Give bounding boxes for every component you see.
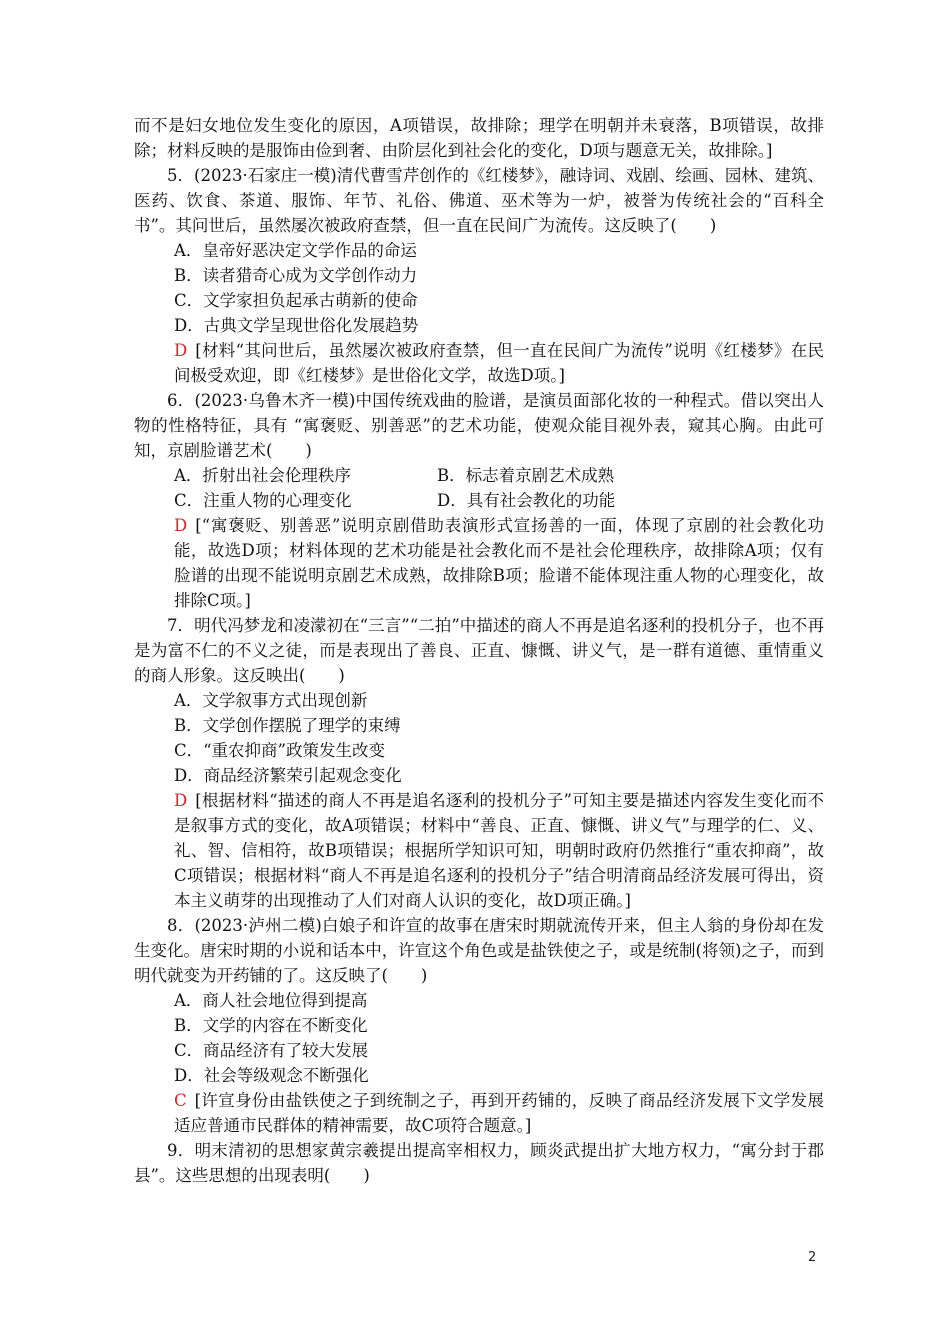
- page-body: [134, 113, 824, 1188]
- question-6-answer: [134, 513, 824, 613]
- answer-letter: D: [174, 516, 188, 535]
- answer-letter: D: [174, 341, 188, 360]
- question-6-option-b: B．标志着京剧艺术成熟: [437, 466, 615, 485]
- question-8-option-b: B．文学的内容在不断变化: [174, 1016, 368, 1035]
- answer-letter: C: [174, 1091, 187, 1110]
- question-8-stem: 8．(2023·泸州二模)白娘子和许宣的故事在唐宋时期就流传开来，但主人翁的身份却在发生变化。唐宋时期的小说和话本中，许宣这个角色或是盐铁使之子，或是统制(将领)之子，而到明代就变为开药铺的了。这反映了( ): [134, 916, 824, 985]
- answer-explanation: [“寓褒贬、别善恶”说明京剧借助表演形式宣扬善的一面，体现了京剧的社会教化功能，故选D项；材料体现的艺术功能是社会教化而不是社会伦理秩序，故排除A项；仅有脸谱的出现不能说明京剧艺术成熟，故排除B项；脸谱不能体现注重人物的心理变化，故排除C项。]: [174, 516, 824, 610]
- answer-explanation: [许宣身份由盐铁使之子到统制之子，再到开药铺的，反映了商品经济发展下文学发展适应普通市民群体的精神需要，故C项符合题意。]: [174, 1091, 824, 1135]
- question-7-option-b: B．文学创作摆脱了理学的束缚: [174, 716, 401, 735]
- question-7-option-d: D．商品经济繁荣引起观念变化: [174, 766, 402, 785]
- prev-answer-continuation: 而不是妇女地位发生变化的原因，A项错误，故排除；理学在明朝并未衰落，B项错误，故排除；材料反映的是服饰由俭到奢、由阶层化到社会化的变化，D项与题意无关，故排除。]: [134, 116, 824, 160]
- page-number: 2: [808, 1250, 817, 1265]
- question-6-option-d: D．具有社会教化的功能: [437, 491, 616, 510]
- question-7-answer: [134, 788, 824, 913]
- question-5-option-b: B．读者猎奇心成为文学创作动力: [174, 266, 418, 285]
- question-8-option-d: D．社会等级观念不断强化: [174, 1066, 369, 1085]
- question-5-option-a: A．皇帝好恶决定文学作品的命运: [174, 241, 417, 260]
- question-5-option-c: C．文学家担负起承古萌新的使命: [174, 291, 418, 310]
- question-7-option-a: A．文学叙事方式出现创新: [174, 691, 368, 710]
- question-6-option-a: A．折射出社会伦理秩序: [174, 466, 351, 485]
- question-8-answer: [134, 1088, 824, 1138]
- question-5-answer: [134, 338, 824, 388]
- answer-letter: D: [174, 791, 188, 810]
- answer-explanation: [材料“其问世后，虽然屡次被政府查禁，但一直在民间广为流传”说明《红楼梦》在民间极受欢迎，即《红楼梦》是世俗化文学，故选D项。]: [174, 341, 824, 385]
- question-6-options-row-1: [134, 463, 824, 488]
- question-7-option-c: C．“重农抑商”政策发生改变: [174, 741, 385, 760]
- question-5-stem: 5．(2023·石家庄一模)清代曹雪芹创作的《红楼梦》，融诗词、戏剧、绘画、园林、建筑、医药、饮食、茶道、服饰、年节、礼俗、佛道、巫术等为一炉，被誉为传统社会的“百科全书”。其问世后，虽然屡次被政府查禁，但一直在民间广为流传。这反映了( ): [134, 166, 824, 235]
- answer-explanation: [根据材料“描述的商人不再是追名逐利的投机分子”可知主要是描述内容发生变化而不是叙事方式的变化，故A项错误；材料中“善良、正直、慷慨、讲义气”与理学的仁、义、礼、智、信相符，故B项错误；根据所学知识可知，明朝时政府仍然推行“重农抑商”，故C项错误；根据材料“商人不再是追名逐利的投机分子”结合明清商品经济发展可得出，资本主义萌芽的出现推动了人们对商人认识的变化，故D项正确。]: [174, 791, 824, 910]
- question-5-option-d: D．古典文学呈现世俗化发展趋势: [174, 316, 419, 335]
- question-9-stem: 9．明末清初的思想家黄宗羲提出提高宰相权力，顾炎武提出扩大地方权力，“寓分封于郡县”。这些思想的出现表明( ): [134, 1141, 824, 1185]
- question-8-option-c: C．商品经济有了较大发展: [174, 1041, 369, 1060]
- question-6-options-row-2: [134, 488, 824, 513]
- question-6-stem: 6．(2023·乌鲁木齐一模)中国传统戏曲的脸谱，是演员面部化妆的一种程式。借以突出人物的性格特征，具有 “寓褒贬、别善恶”的艺术功能，使观众能目视外表，窥其心胸。由此可知，京剧脸谱艺术( ): [134, 391, 824, 460]
- question-7-stem: 7．明代冯梦龙和凌濛初在“三言”“二拍”中描述的商人不再是追名逐利的投机分子，也不再是为富不仁的不义之徒，而是表现出了善良、正直、慷慨、讲义气，是一群有道德、重情重义的商人形象。这反映出( ): [134, 616, 824, 685]
- question-8-option-a: A．商人社会地位得到提高: [174, 991, 368, 1010]
- question-6-option-c: C．注重人物的心理变化: [174, 491, 352, 510]
